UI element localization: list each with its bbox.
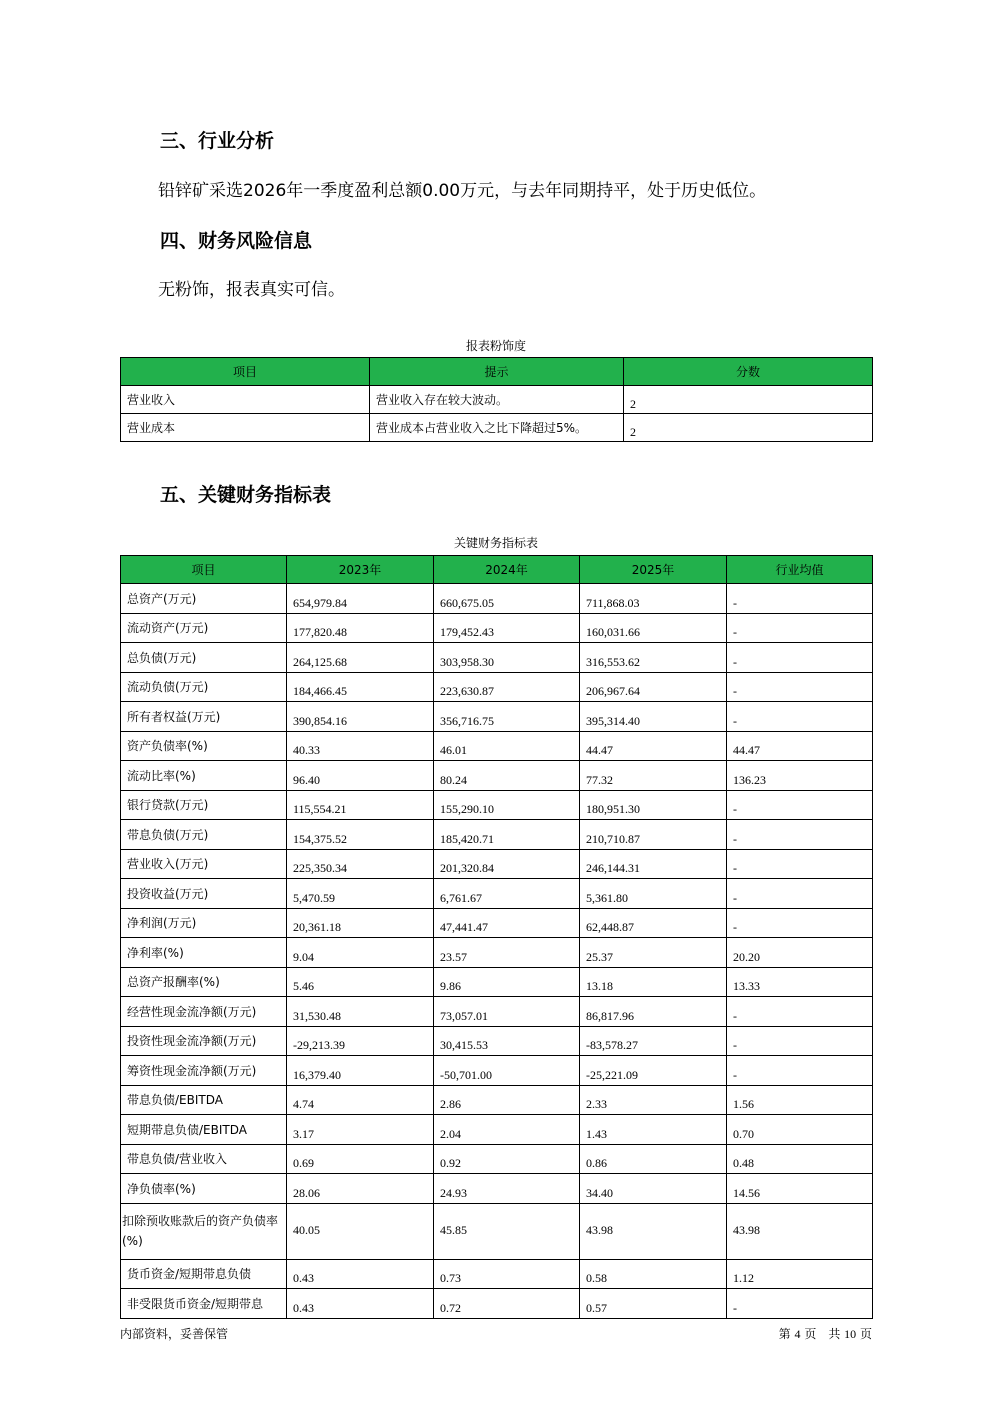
risk-cell-hint: 营业成本占营业收入之比下降超过5%。 <box>370 414 624 442</box>
fin-cell-2024: 30,415.53 <box>434 1026 580 1056</box>
fin-table-row <box>121 790 873 820</box>
fin-cell-2025: 25.37 <box>580 938 727 968</box>
fin-cell-industry-avg: - <box>727 997 873 1027</box>
fin-cell-item: 投资收益(万元) <box>121 879 287 909</box>
fin-cell-2023: 96.40 <box>287 761 434 791</box>
fin-cell-2024: 0.73 <box>434 1259 580 1289</box>
fin-cell-2023: 0.43 <box>287 1289 434 1319</box>
fin-cell-2023: 5,470.59 <box>287 879 434 909</box>
risk-cell-score: 2 <box>624 386 873 414</box>
risk-header-score: 分数 <box>624 358 873 386</box>
fin-cell-item: 非受限货币资金/短期带息 <box>121 1289 287 1319</box>
fin-table-row <box>121 672 873 702</box>
fin-table-row <box>121 849 873 879</box>
fin-cell-2024: 660,675.05 <box>434 584 580 614</box>
page-mid: 页 共 <box>804 1327 841 1341</box>
fin-cell-2023: 0.69 <box>287 1144 434 1174</box>
fin-cell-industry-avg: - <box>727 613 873 643</box>
fin-table-row <box>121 967 873 997</box>
fin-header-2024: 2024年 <box>434 556 580 584</box>
fin-cell-industry-avg: 1.56 <box>727 1085 873 1115</box>
fin-cell-2024: 223,630.87 <box>434 672 580 702</box>
fin-cell-2023: 184,466.45 <box>287 672 434 702</box>
fin-cell-item: 投资性现金流净额(万元) <box>121 1026 287 1056</box>
fin-cell-2023: -29,213.39 <box>287 1026 434 1056</box>
fin-cell-2025: 160,031.66 <box>580 613 727 643</box>
fin-cell-industry-avg: 14.56 <box>727 1174 873 1204</box>
fin-cell-2023: 16,379.40 <box>287 1056 434 1086</box>
fin-cell-item: 货币资金/短期带息负债 <box>121 1259 287 1289</box>
fin-cell-2024: 185,420.71 <box>434 820 580 850</box>
fin-header-item: 项目 <box>121 556 287 584</box>
fin-cell-2025: 246,144.31 <box>580 849 727 879</box>
fin-header-2025: 2025年 <box>580 556 727 584</box>
fin-cell-industry-avg: - <box>727 849 873 879</box>
fin-table-row <box>121 938 873 968</box>
fin-cell-item: 流动负债(万元) <box>121 672 287 702</box>
fin-cell-item: 流动比率(%) <box>121 761 287 791</box>
fin-cell-2025: 395,314.40 <box>580 702 727 732</box>
fin-cell-item: 总资产报酬率(%) <box>121 967 287 997</box>
fin-table-row <box>121 702 873 732</box>
fin-cell-item: 带息负债/EBITDA <box>121 1085 287 1115</box>
fin-cell-industry-avg: - <box>727 908 873 938</box>
fin-cell-2024: 80.24 <box>434 761 580 791</box>
page-suffix: 页 <box>859 1327 872 1341</box>
fin-cell-item: 净负债率(%) <box>121 1174 287 1204</box>
fin-cell-industry-avg: - <box>727 672 873 702</box>
page-total: 10 <box>844 1327 857 1341</box>
fin-header-2023: 2023年 <box>287 556 434 584</box>
footer-note: 内部资料，妥善保管 <box>120 1327 229 1341</box>
fin-table-row <box>121 643 873 673</box>
fin-cell-2023: 4.74 <box>287 1085 434 1115</box>
fin-cell-2025: 5,361.80 <box>580 879 727 909</box>
fin-cell-industry-avg: 0.70 <box>727 1115 873 1145</box>
fin-cell-2024: -50,701.00 <box>434 1056 580 1086</box>
fin-cell-2023: 154,375.52 <box>287 820 434 850</box>
fin-cell-item: 营业收入(万元) <box>121 849 287 879</box>
fin-cell-item: 资产负债率(%) <box>121 731 287 761</box>
section-5-title: 五、关键财务指标表 <box>160 484 332 506</box>
risk-header-hint: 提示 <box>370 358 624 386</box>
fin-cell-2024: 0.72 <box>434 1289 580 1319</box>
fin-cell-2025: 180,951.30 <box>580 790 727 820</box>
risk-table-caption: 报表粉饰度 <box>465 339 526 353</box>
fin-cell-2024: 2.86 <box>434 1085 580 1115</box>
fin-cell-2023: 0.43 <box>287 1259 434 1289</box>
fin-cell-item: 带息负债/营业收入 <box>121 1144 287 1174</box>
fin-cell-industry-avg: 136.23 <box>727 761 873 791</box>
fin-cell-2023: 390,854.16 <box>287 702 434 732</box>
fin-table-row <box>121 613 873 643</box>
fin-cell-2025: 86,817.96 <box>580 997 727 1027</box>
fin-cell-2025: 77.32 <box>580 761 727 791</box>
fin-cell-2023: 5.46 <box>287 967 434 997</box>
fin-cell-item: 带息负债(万元) <box>121 820 287 850</box>
fin-header-industry-avg: 行业均值 <box>727 556 873 584</box>
page-indicator <box>779 1325 872 1342</box>
fin-cell-2025: -83,578.27 <box>580 1026 727 1056</box>
fin-cell-2024: 46.01 <box>434 731 580 761</box>
fin-cell-2024: 9.86 <box>434 967 580 997</box>
fin-cell-industry-avg: - <box>727 643 873 673</box>
fin-cell-2023: 177,820.48 <box>287 613 434 643</box>
fin-cell-2023: 654,979.84 <box>287 584 434 614</box>
fin-cell-item: 流动资产(万元) <box>121 613 287 643</box>
fin-cell-2025: 44.47 <box>580 731 727 761</box>
fin-table-row <box>121 1056 873 1086</box>
fin-table-row <box>121 1203 873 1259</box>
fin-cell-2025: 210,710.87 <box>580 820 727 850</box>
fin-cell-industry-avg: - <box>727 1056 873 1086</box>
fin-cell-item: 筹资性现金流净额(万元) <box>121 1056 287 1086</box>
fin-cell-industry-avg: - <box>727 584 873 614</box>
fin-table-caption: 关键财务指标表 <box>453 536 538 550</box>
fin-table-row <box>121 820 873 850</box>
fin-cell-2024: 201,320.84 <box>434 849 580 879</box>
fin-cell-2025: 0.57 <box>580 1289 727 1319</box>
risk-table-header <box>121 358 873 386</box>
fin-cell-2024: 0.92 <box>434 1144 580 1174</box>
fin-table-row <box>121 1026 873 1056</box>
fin-cell-2025: 34.40 <box>580 1174 727 1204</box>
fin-cell-2025: 13.18 <box>580 967 727 997</box>
fin-cell-2023: 40.05 <box>287 1203 434 1259</box>
fin-cell-2025: 1.43 <box>580 1115 727 1145</box>
fin-table-row <box>121 1259 873 1289</box>
section-3-title: 三、行业分析 <box>160 130 275 152</box>
risk-cell-score: 2 <box>624 414 873 442</box>
fin-cell-industry-avg: 1.12 <box>727 1259 873 1289</box>
fin-cell-2023: 225,350.34 <box>287 849 434 879</box>
fin-cell-2023: 115,554.21 <box>287 790 434 820</box>
fin-cell-item: 总负债(万元) <box>121 643 287 673</box>
fin-cell-2024: 179,452.43 <box>434 613 580 643</box>
fin-cell-2024: 303,958.30 <box>434 643 580 673</box>
fin-cell-industry-avg: 44.47 <box>727 731 873 761</box>
risk-header-item: 项目 <box>121 358 370 386</box>
fin-cell-industry-avg: - <box>727 879 873 909</box>
risk-table-row <box>121 386 873 414</box>
fin-cell-industry-avg: 13.33 <box>727 967 873 997</box>
section-4-title: 四、财务风险信息 <box>160 230 313 252</box>
fin-cell-2024: 2.04 <box>434 1115 580 1145</box>
fin-cell-industry-avg: - <box>727 702 873 732</box>
fin-table-row <box>121 879 873 909</box>
fin-cell-2025: 711,868.03 <box>580 584 727 614</box>
section-3-text: 铅锌矿采选2026年一季度盈利总额0.00万元，与去年同期持平，处于历史低位。 <box>158 181 767 201</box>
fin-cell-2025: 43.98 <box>580 1203 727 1259</box>
fin-cell-item: 经营性现金流净额(万元) <box>121 997 287 1027</box>
fin-cell-2023: 40.33 <box>287 731 434 761</box>
fin-table-row <box>121 908 873 938</box>
fin-cell-2024: 6,761.67 <box>434 879 580 909</box>
fin-cell-2024: 155,290.10 <box>434 790 580 820</box>
fin-cell-2023: 28.06 <box>287 1174 434 1204</box>
fin-cell-2025: -25,221.09 <box>580 1056 727 1086</box>
section-4-text: 无粉饰，报表真实可信。 <box>158 280 345 300</box>
risk-cell-item: 营业成本 <box>121 414 370 442</box>
fin-cell-2023: 9.04 <box>287 938 434 968</box>
risk-cell-hint: 营业收入存在较大波动。 <box>370 386 624 414</box>
fin-cell-2025: 62,448.87 <box>580 908 727 938</box>
fin-table-row <box>121 1289 873 1319</box>
fin-cell-item: 净利润(万元) <box>121 908 287 938</box>
risk-table-row <box>121 414 873 442</box>
fin-table <box>120 555 873 1319</box>
fin-cell-item: 所有者权益(万元) <box>121 702 287 732</box>
fin-cell-item: 净利率(%) <box>121 938 287 968</box>
fin-table-row <box>121 731 873 761</box>
fin-cell-2025: 2.33 <box>580 1085 727 1115</box>
fin-cell-2023: 20,361.18 <box>287 908 434 938</box>
fin-table-row <box>121 584 873 614</box>
fin-cell-2025: 206,967.64 <box>580 672 727 702</box>
fin-cell-industry-avg: 43.98 <box>727 1203 873 1259</box>
fin-cell-industry-avg: 0.48 <box>727 1144 873 1174</box>
fin-table-row <box>121 1174 873 1204</box>
fin-table-header <box>121 556 873 584</box>
fin-table-row <box>121 1115 873 1145</box>
fin-cell-2023: 264,125.68 <box>287 643 434 673</box>
fin-cell-industry-avg: 20.20 <box>727 938 873 968</box>
fin-cell-2024: 73,057.01 <box>434 997 580 1027</box>
fin-cell-2024: 23.57 <box>434 938 580 968</box>
fin-cell-2025: 316,553.62 <box>580 643 727 673</box>
page-current: 4 <box>794 1327 801 1341</box>
fin-cell-item: 短期带息负债/EBITDA <box>121 1115 287 1145</box>
fin-table-row <box>121 997 873 1027</box>
fin-cell-industry-avg: - <box>727 790 873 820</box>
fin-table-row <box>121 1085 873 1115</box>
fin-table-row <box>121 1144 873 1174</box>
fin-cell-item: 总资产(万元) <box>121 584 287 614</box>
fin-cell-2023: 31,530.48 <box>287 997 434 1027</box>
fin-cell-item: 扣除预收账款后的资产负债率(%) <box>121 1203 287 1259</box>
fin-cell-industry-avg: - <box>727 1026 873 1056</box>
fin-cell-2025: 0.58 <box>580 1259 727 1289</box>
page-prefix: 第 <box>778 1327 791 1341</box>
fin-cell-industry-avg: - <box>727 820 873 850</box>
fin-cell-industry-avg: - <box>727 1289 873 1319</box>
fin-cell-2024: 356,716.75 <box>434 702 580 732</box>
fin-cell-2024: 47,441.47 <box>434 908 580 938</box>
fin-cell-2025: 0.86 <box>580 1144 727 1174</box>
fin-cell-item: 银行贷款(万元) <box>121 790 287 820</box>
risk-cell-item: 营业收入 <box>121 386 370 414</box>
fin-cell-2024: 24.93 <box>434 1174 580 1204</box>
fin-cell-2024: 45.85 <box>434 1203 580 1259</box>
fin-cell-2023: 3.17 <box>287 1115 434 1145</box>
fin-table-row <box>121 761 873 791</box>
risk-table <box>120 357 873 442</box>
